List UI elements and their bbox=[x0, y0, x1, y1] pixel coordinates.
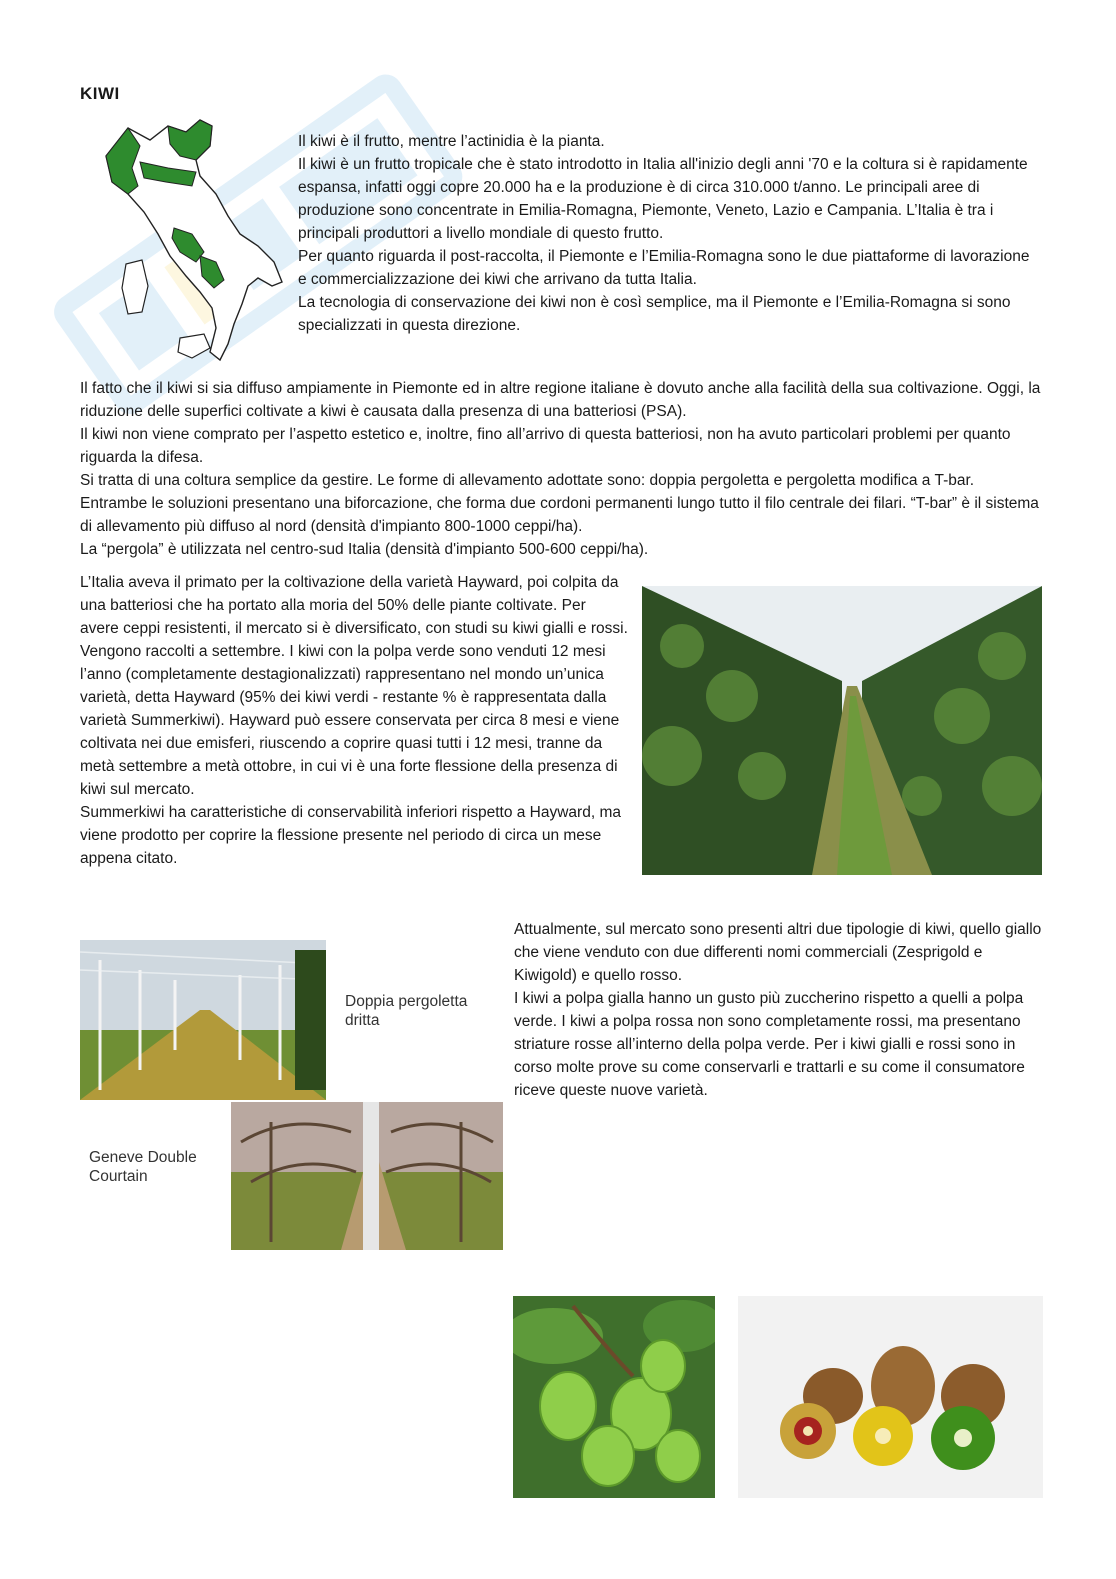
doppia-caption: Doppia pergoletta dritta bbox=[345, 993, 468, 1029]
geneve-caption: Geneve Double Courtain bbox=[89, 1149, 197, 1185]
cultivation-text bbox=[80, 377, 1045, 561]
page-title: KIWI bbox=[80, 84, 120, 103]
new-types-paragraph: Attualmente, sul mercato sono presenti altri due tipologie di kiwi, quello giallo che viene venduto con due differenti nomi commerciali (Zesprigold e Kiwigold) e quello rosso. bbox=[514, 921, 1042, 984]
kiwi-berries-photo bbox=[513, 1296, 715, 1498]
intro-paragraph: Il kiwi è un frutto tropicale che è stato introdotto in Italia all'inizio degli anni '70 e la coltura si è rapidamente espansa, infatti oggi copre 20.000 ha e la produzione è di circa 310.000 t/anno. Le principali aree di produzione sono concentrate in Emilia-Romagna, Piemonte, Veneto, Lazio e Campania. L’Italia è tra i principali produttori a livello mondiale di questo frutto. bbox=[298, 156, 1028, 242]
cultivation-paragraph: Il fatto che il kiwi si sia diffuso ampiamente in Piemonte ed in altre regione italiane è dovuto anche alla facilità della sua coltivazione. Oggi, la riduzione delle superfici coltivate a kiwi è causata dalla presenza di una batteriosi (PSA). bbox=[80, 380, 1041, 420]
doppia-pergoletta-photo bbox=[80, 940, 326, 1100]
intro-paragraph: Il kiwi è il frutto, mentre l’actinidia è la pianta. bbox=[298, 133, 605, 150]
new-types-text bbox=[514, 918, 1044, 1102]
varieties-text bbox=[80, 571, 628, 870]
varieties-paragraph: Summerkiwi ha caratteristiche di conservabilità inferiori rispetto a Hayward, ma viene prodotto per coprire la flessione presente nel periodo di circa un mese appena citato. bbox=[80, 804, 621, 867]
varieties-paragraph: L’Italia aveva il primato per la coltivazione della varietà Hayward, poi colpita da una batteriosi che ha portato alla moria del 50% delle piante coltivate. Per avere ceppi resistenti, il mercato si è diversificato, con studi su kiwi gialli e rossi. bbox=[80, 574, 628, 637]
new-types-paragraph: I kiwi a polpa gialla hanno un gusto più zuccherino rispetto a quelli a polpa verde. I kiwi a polpa rossa non sono completamente rossi, ma presentano striature rosse all’interno della polpa verde. Per i kiwi gialli e rossi sono in corso molte prove su come conservarli e trattarli e su come il consumatore riceve queste nuove varietà. bbox=[514, 990, 1025, 1099]
intro-paragraph: Per quanto riguarda il post-raccolta, il Piemonte e l’Emilia-Romagna sono le due piattaforme di lavorazione e commercializzazione dei kiwi che arrivano da tutta Italia. bbox=[298, 248, 1030, 288]
cultivation-paragraph: La “pergola” è utilizzata nel centro-sud Italia (densità d'impianto 500-600 ceppi/ha). bbox=[80, 541, 649, 558]
italy-map bbox=[88, 116, 288, 364]
cultivation-paragraph: Si tratta di una coltura semplice da gestire. Le forme di allevamento adottate sono: doppia pergoletta e pergoletta modifica a T-bar. Entrambe le soluzioni presentano una biforcazione, che forma due cordoni permanenti lungo tutto il filo centrale dei filari. “T-bar” è il sistema di allevamento più diffuso al nord (densità d'impianto 800-1000 ceppi/ha). bbox=[80, 472, 1039, 535]
intro-paragraph: La tecnologia di conservazione dei kiwi non è così semplice, ma il Piemonte e l’Emilia-Romagna si sono specializzati in questa direzione. bbox=[298, 294, 1011, 334]
intro-text bbox=[298, 130, 1038, 337]
orchard-photo bbox=[642, 586, 1042, 875]
cultivation-paragraph: Il kiwi non viene comprato per l’aspetto estetico e, inoltre, fino all’arrivo di questa batteriosi, non ha avuto particolari problemi per quanto riguarda la difesa. bbox=[80, 426, 1011, 466]
kiwi-varieties-photo bbox=[738, 1296, 1043, 1498]
varieties-paragraph: Vengono raccolti a settembre. I kiwi con la polpa verde sono venduti 12 mesi l’anno (completamente destagionalizzati) rappresentano nel mondo un’unica varietà, detta Hayward (95% dei kiwi verdi - restante % è rappresentata dalla varietà Summerkiwi). Hayward può essere conservata per circa 8 mesi e viene coltivata nei due emisferi, riuscendo a coprire quasi tutti i 12 mesi, tranne da metà settembre a metà ottobre, in cui vi è una forte flessione della presenza di kiwi sul mercato. bbox=[80, 643, 620, 798]
geneve-double-courtain-photo bbox=[231, 1102, 503, 1250]
